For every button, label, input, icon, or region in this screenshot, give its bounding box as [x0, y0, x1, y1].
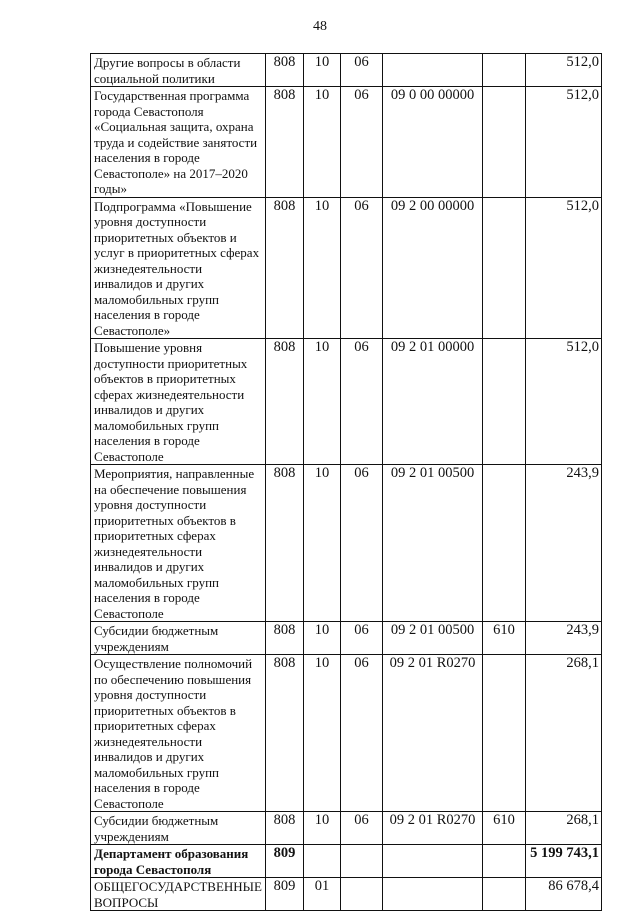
cell-ministry-code: 808 [266, 465, 304, 622]
cell-section-code: 10 [304, 197, 341, 339]
cell-ministry-code: 808 [266, 339, 304, 465]
cell-section-code: 10 [304, 465, 341, 622]
cell-ministry-code: 808 [266, 54, 304, 87]
cell-subsection-code: 06 [341, 465, 383, 622]
cell-target-article: 09 0 00 00000 [383, 87, 483, 198]
cell-name: Государственная программа города Севастополя «Социальная защита, охрана труда и содействие занятости населения в городе Севастополе» на 2017–2020 годы» [91, 87, 266, 198]
cell-target-article [383, 54, 483, 87]
cell-expense-type [483, 845, 526, 878]
cell-section-code: 10 [304, 54, 341, 87]
cell-subsection-code: 06 [341, 339, 383, 465]
cell-expense-type [483, 197, 526, 339]
cell-target-article: 09 2 00 00000 [383, 197, 483, 339]
cell-target-article: 09 2 01 R0270 [383, 655, 483, 812]
cell-section-code: 01 [304, 878, 341, 911]
cell-ministry-code: 808 [266, 197, 304, 339]
cell-subsection-code: 06 [341, 812, 383, 845]
cell-amount: 512,0 [526, 87, 602, 198]
cell-amount: 86 678,4 [526, 878, 602, 911]
cell-ministry-code: 809 [266, 845, 304, 878]
table-row [91, 878, 602, 911]
table-row [91, 812, 602, 845]
cell-name: Другие вопросы в области социальной политики [91, 54, 266, 87]
cell-name: Подпрограмма «Повышение уровня доступности приоритетных объектов и услуг в приоритетных сферах жизнедеятельности инвалидов и других маломобильных групп населения в городе Севастополе» [91, 197, 266, 339]
table-body [91, 54, 602, 911]
cell-amount: 512,0 [526, 54, 602, 87]
cell-section-code [304, 845, 341, 878]
table-row [91, 622, 602, 655]
cell-amount: 268,1 [526, 655, 602, 812]
cell-section-code: 10 [304, 339, 341, 465]
cell-section-code: 10 [304, 655, 341, 812]
table-row [91, 845, 602, 878]
cell-target-article [383, 878, 483, 911]
cell-name: Департамент образования города Севастополя [91, 845, 266, 878]
cell-expense-type: 610 [483, 812, 526, 845]
cell-amount: 268,1 [526, 812, 602, 845]
cell-expense-type [483, 465, 526, 622]
cell-target-article [383, 845, 483, 878]
cell-name: Повышение уровня доступности приоритетных объектов в приоритетных сферах жизнедеятельности инвалидов и других маломобильных групп населения в городе Севастополе [91, 339, 266, 465]
cell-target-article: 09 2 01 00500 [383, 622, 483, 655]
cell-expense-type [483, 54, 526, 87]
cell-ministry-code: 808 [266, 812, 304, 845]
cell-expense-type [483, 339, 526, 465]
cell-ministry-code: 808 [266, 87, 304, 198]
table-row [91, 339, 602, 465]
cell-name: Субсидии бюджетным учреждениям [91, 622, 266, 655]
cell-ministry-code: 809 [266, 878, 304, 911]
cell-name: ОБЩЕГОСУДАРСТВЕННЫЕ ВОПРОСЫ [91, 878, 266, 911]
cell-amount: 243,9 [526, 465, 602, 622]
cell-target-article: 09 2 01 00500 [383, 465, 483, 622]
cell-name: Субсидии бюджетным учреждениям [91, 812, 266, 845]
table-row [91, 465, 602, 622]
table-row [91, 197, 602, 339]
cell-expense-type [483, 87, 526, 198]
budget-table [90, 53, 602, 911]
cell-section-code: 10 [304, 622, 341, 655]
cell-amount: 512,0 [526, 197, 602, 339]
cell-target-article: 09 2 01 R0270 [383, 812, 483, 845]
cell-amount: 243,9 [526, 622, 602, 655]
cell-amount: 5 199 743,1 [526, 845, 602, 878]
cell-subsection-code [341, 845, 383, 878]
cell-ministry-code: 808 [266, 622, 304, 655]
cell-subsection-code: 06 [341, 87, 383, 198]
cell-subsection-code: 06 [341, 622, 383, 655]
table-row [91, 54, 602, 87]
table-row [91, 655, 602, 812]
cell-section-code: 10 [304, 87, 341, 198]
cell-amount: 512,0 [526, 339, 602, 465]
table-row [91, 87, 602, 198]
cell-expense-type [483, 655, 526, 812]
page-number: 48 [313, 19, 327, 34]
cell-subsection-code: 06 [341, 197, 383, 339]
cell-expense-type [483, 878, 526, 911]
cell-section-code: 10 [304, 812, 341, 845]
cell-subsection-code: 06 [341, 54, 383, 87]
cell-subsection-code: 06 [341, 655, 383, 812]
cell-name: Осуществление полномочий по обеспечению повышения уровня доступности приоритетных объектов в приоритетных сферах жизнедеятельности инвалидов и других маломобильных групп населения в городе Севастополе [91, 655, 266, 812]
cell-target-article: 09 2 01 00000 [383, 339, 483, 465]
cell-name: Мероприятия, направленные на обеспечение повышения уровня доступности приоритетных объектов в приоритетных сферах жизнедеятельности инвалидов и других маломобильных групп населения в городе Севастополе [91, 465, 266, 622]
cell-expense-type: 610 [483, 622, 526, 655]
cell-ministry-code: 808 [266, 655, 304, 812]
cell-subsection-code [341, 878, 383, 911]
